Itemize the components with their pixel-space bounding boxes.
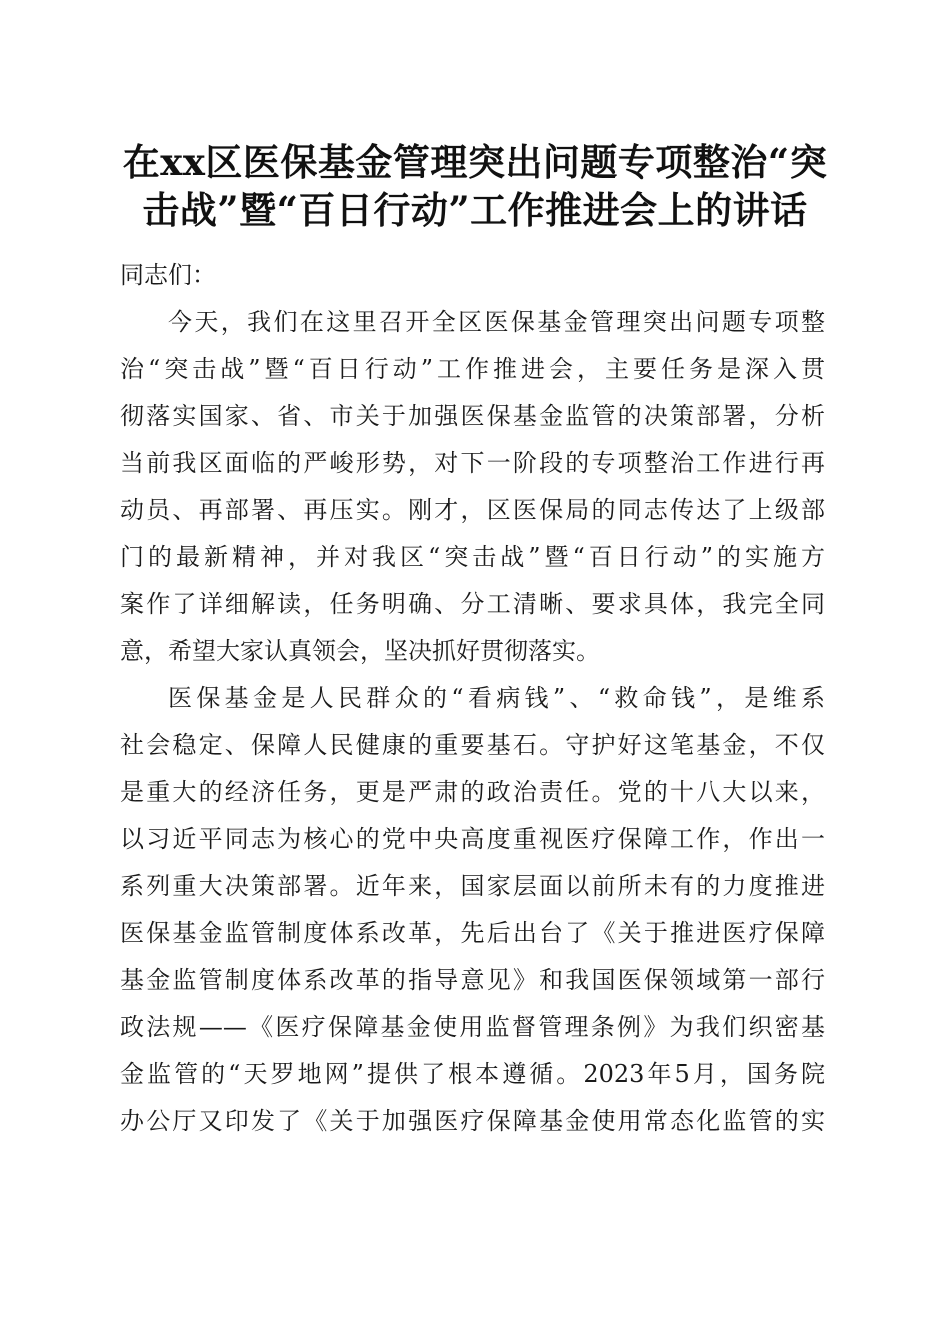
paragraph-line: 政法规——《医疗保障基金使用监督管理条例》为我们织密基	[120, 1013, 825, 1041]
paragraph-line: 当前我区面临的严峻形势，对下一阶段的专项整治工作进行再	[120, 449, 825, 477]
paragraph-2	[120, 675, 825, 1145]
title-line-2: 击战”暨“百日行动”工作推进会上的讲话	[142, 188, 808, 232]
paragraph-line: 是重大的经济任务，更是严肃的政治责任。党的十八大以来，	[120, 778, 825, 806]
paragraph-line: 以习近平同志为核心的党中央高度重视医疗保障工作，作出一	[120, 825, 825, 853]
paragraph-line: 基金监管制度体系改革的指导意见》和我国医保领域第一部行	[120, 966, 825, 994]
paragraph-line: 门的最新精神，并对我区“突击战”暨“百日行动”的实施方	[120, 543, 825, 571]
paragraph-line: 社会稳定、保障人民健康的重要基石。守护好这笔基金，不仅	[120, 731, 825, 759]
paragraph-line: 医保基金监管制度体系改革，先后出台了《关于推进医疗保障	[120, 919, 825, 947]
paragraph-1	[120, 299, 825, 675]
paragraph-line: 彻落实国家、省、市关于加强医保基金监管的决策部署，分析	[120, 402, 825, 430]
salutation: 同志们：	[120, 261, 216, 289]
paragraph-line: 意，希望大家认真领会，坚决抓好贯彻落实。	[120, 637, 600, 665]
document-body	[120, 252, 825, 1145]
paragraph-line: 治“突击战”暨“百日行动”工作推进会，主要任务是深入贯	[120, 355, 825, 383]
paragraph-line: 案作了详细解读，任务明确、分工清晰、要求具体，我完全同	[120, 590, 825, 618]
paragraph-line: 医保基金是人民群众的“看病钱”、“救命钱”，是维系	[168, 684, 825, 712]
paragraph-line: 办公厅又印发了《关于加强医疗保障基金使用常态化监管的实	[120, 1107, 825, 1135]
paragraph-line: 动员、再部署、再压实。刚才，区医保局的同志传达了上级部	[120, 496, 825, 524]
paragraph-line: 今天，我们在这里召开全区医保基金管理突出问题专项整	[168, 308, 825, 336]
paragraph-line: 金监管的“天罗地网”提供了根本遵循。2023年5月，国务院	[120, 1060, 825, 1088]
paragraph-line: 系列重大决策部署。近年来，国家层面以前所未有的力度推进	[120, 872, 825, 900]
title-line-1: 在xx区医保基金管理突出问题专项整治“突	[122, 140, 828, 184]
document-title	[100, 138, 850, 234]
